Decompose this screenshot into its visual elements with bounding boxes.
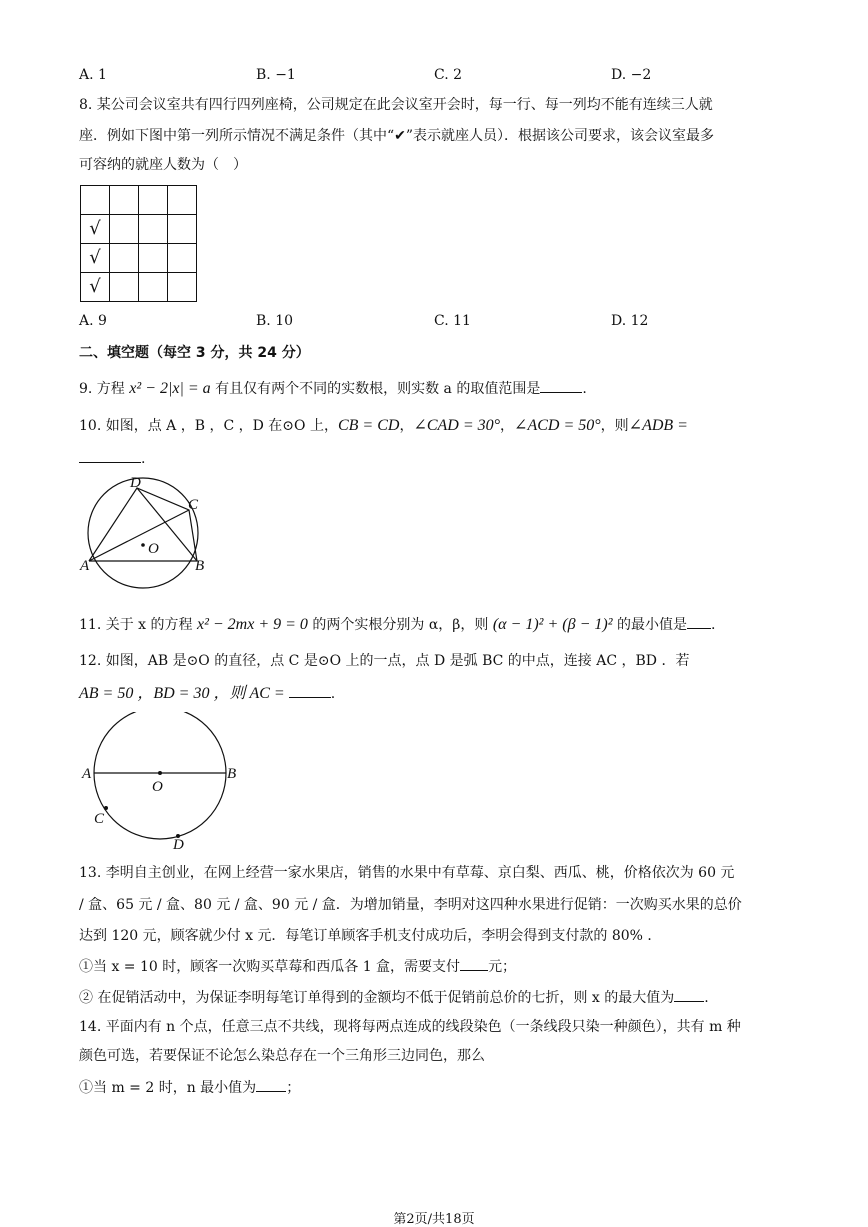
fig10-label-b: B bbox=[195, 558, 205, 574]
q11-end: . bbox=[710, 617, 716, 633]
seat-cell bbox=[168, 244, 197, 273]
q7-option-c: C. 2 bbox=[434, 67, 463, 83]
q13-part2-text: ② 在促销活动中，为保证李明每笔订单得到的金额均不低于促销前总价的七折，则 x 的最大值为 bbox=[79, 990, 675, 1006]
seat-cell bbox=[168, 186, 197, 215]
q12-text-line2 bbox=[79, 683, 335, 704]
q10-eq2: ∠CAD = 30° bbox=[413, 417, 501, 434]
seat-cell: √ bbox=[81, 244, 110, 273]
fig10-segment-ac bbox=[89, 510, 189, 561]
seat-cell bbox=[110, 186, 139, 215]
q11-text-a: 11. 关于 x 的方程 bbox=[79, 617, 197, 633]
q9-text bbox=[79, 378, 587, 399]
q12-given: AB = 50 ，BD = 30 ，则 AC = bbox=[79, 685, 285, 702]
q12-end: . bbox=[330, 686, 336, 702]
q10-eq1: CB = CD bbox=[337, 417, 400, 434]
q13-text-line4 bbox=[79, 956, 516, 977]
seat-cell: √ bbox=[81, 273, 110, 302]
q14-text-line2: 颜色可选，若要保证不论怎么染总存在一个三角形三边同色，那么 bbox=[79, 1048, 485, 1064]
q8-option-a: A. 9 bbox=[79, 313, 107, 329]
q14-text-line3 bbox=[79, 1077, 300, 1098]
fig12-label-d: D bbox=[173, 837, 184, 853]
q13-text-line5 bbox=[79, 987, 709, 1008]
q10-answer-blank bbox=[79, 448, 141, 463]
q10-eq4: ∠ADB = bbox=[628, 417, 688, 434]
q8-text-line3: 可容纳的就座人数为（ ） bbox=[79, 157, 247, 173]
seat-cell bbox=[139, 186, 168, 215]
q9-text-b: 有且仅有两个不同的实数根，则实数 a 的取值范围是 bbox=[210, 381, 541, 397]
fig12-point-c bbox=[104, 806, 108, 810]
q14-part1-blank bbox=[256, 1077, 286, 1092]
q12-circle-figure bbox=[78, 712, 248, 854]
q11-text bbox=[79, 614, 715, 635]
q7-option-a: A. 1 bbox=[79, 67, 107, 83]
q13-part1-blank bbox=[460, 956, 488, 971]
q10-text-a: 10. 如图，点 A ，B ，C ，D 在⊙O 上， bbox=[79, 418, 338, 434]
fig10-label-c: C bbox=[188, 497, 199, 513]
q10-answer-line bbox=[79, 448, 145, 469]
q7-option-d: D. −2 bbox=[611, 67, 652, 83]
q8-option-b: B. 10 bbox=[256, 313, 294, 329]
q13-part2-blank bbox=[674, 987, 704, 1002]
section-title: 二、填空题（每空 3 分，共 24 分） bbox=[79, 345, 310, 361]
seat-cell: √ bbox=[81, 215, 110, 244]
seat-cell bbox=[139, 273, 168, 302]
q10-circle-figure bbox=[76, 472, 216, 602]
q10-text-d: ，则 bbox=[600, 418, 629, 434]
q14-part1-end: ； bbox=[286, 1080, 301, 1096]
q13-text-line3: 达到 120 元，顾客就少付 x 元．每笔订单顾客手机支付成功后，李明会得到支付款的 80% ． bbox=[79, 928, 662, 944]
q8-text-line2: 座．例如下图中第一列所示情况不满足条件（其中“✔”表示就座人员）．根据该公司要求，该会议室最多 bbox=[79, 128, 715, 144]
seat-cell bbox=[110, 215, 139, 244]
seat-cell bbox=[168, 273, 197, 302]
q10-text-c: ， bbox=[500, 418, 515, 434]
q9-equation: x² − 2|x| = a bbox=[129, 380, 211, 397]
q11-answer-blank bbox=[687, 614, 711, 629]
q13-text-line2: / 盒、65 元 / 盒、80 元 / 盒、90 元 / 盒．为增加销量，李明对这四种水果进行促销：一次购买水果的总价 bbox=[79, 897, 742, 913]
q14-text-line1: 14. 平面内有 n 个点，任意三点不共线，现将每两点连成的线段染色（一条线段只染一种颜色），共有 m 种 bbox=[79, 1019, 741, 1035]
q10-eq3: ∠ACD = 50° bbox=[514, 417, 601, 434]
q14-part1-text: ①当 m = 2 时，n 最小值为 bbox=[79, 1080, 257, 1096]
seat-cell bbox=[139, 244, 168, 273]
q11-text-b: 的两个实根分别为 α，β，则 bbox=[307, 617, 493, 633]
q7-option-b: B. −1 bbox=[256, 67, 296, 83]
q11-text-c: 的最小值是 bbox=[612, 617, 687, 633]
q10-text-b: ， bbox=[399, 418, 414, 434]
page-number: 第2页/共18页 bbox=[393, 1212, 475, 1227]
q13-part2-end: . bbox=[704, 990, 709, 1006]
fig10-label-d: D bbox=[130, 475, 141, 491]
fig10-center-dot bbox=[141, 543, 145, 547]
fig12-center-dot bbox=[158, 771, 162, 775]
seat-cell bbox=[81, 186, 110, 215]
seat-cell bbox=[139, 215, 168, 244]
seat-grid bbox=[80, 185, 197, 302]
fig12-label-o: O bbox=[152, 779, 163, 795]
q9-text-a: 9. 方程 bbox=[79, 381, 130, 397]
q10-end: . bbox=[141, 451, 146, 467]
q13-text-line1: 13. 李明自主创业，在网上经营一家水果店，销售的水果中有草莓、京白梨、西瓜、桃，价格依次为 60 元 bbox=[79, 865, 735, 881]
q8-option-c: C. 11 bbox=[434, 313, 471, 329]
fig10-label-a: A bbox=[80, 558, 90, 574]
q12-answer-blank bbox=[289, 683, 331, 698]
q11-equation: x² − 2mx + 9 = 0 bbox=[196, 616, 308, 633]
q8-text-line1: 8. 某公司会议室共有四行四列座椅，公司规定在此会议室开会时，每一行、每一列均不能有连续三人就 bbox=[79, 97, 713, 113]
q9-end: . bbox=[582, 381, 587, 397]
q10-text bbox=[79, 416, 688, 436]
q9-answer-blank bbox=[540, 378, 582, 393]
fig12-label-b: B bbox=[227, 766, 237, 782]
fig12-label-c: C bbox=[94, 811, 105, 827]
fig12-circle bbox=[94, 712, 226, 839]
q13-part1-text: ①当 x = 10 时，顾客一次购买草莓和西瓜各 1 盒，需要支付 bbox=[79, 959, 461, 975]
q8-option-d: D. 12 bbox=[611, 313, 649, 329]
fig10-quadrilateral bbox=[89, 488, 197, 561]
fig10-label-o: O bbox=[148, 541, 159, 557]
q12-text-line1: 12. 如图，AB 是⊙O 的直径，点 C 是⊙O 上的一点，点 D 是弧 BC 的中点，连接 AC ，BD ．若 bbox=[79, 653, 690, 669]
seat-cell bbox=[110, 273, 139, 302]
q11-expression: (α − 1)² + (β − 1)² bbox=[492, 616, 613, 633]
seat-cell bbox=[110, 244, 139, 273]
seat-cell bbox=[168, 215, 197, 244]
q13-part1-end: 元； bbox=[488, 959, 517, 975]
fig12-label-a: A bbox=[82, 766, 92, 782]
